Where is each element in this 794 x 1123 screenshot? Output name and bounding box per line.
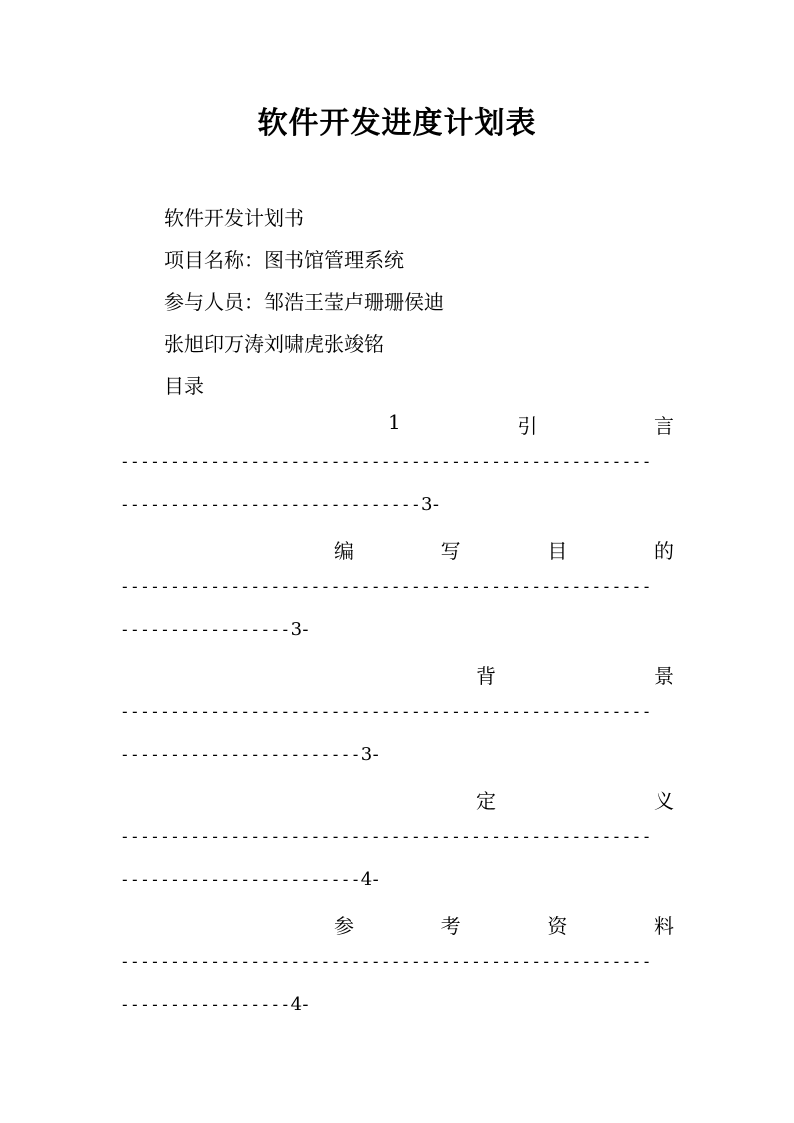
toc-leader-end: ------------------------4- [120,869,380,890]
toc-char: 定 [476,789,496,813]
doc-name: 软件开发计划书 [164,206,304,230]
toc-char: 的 [653,539,674,563]
document-title: 软件开发进度计划表 [257,106,537,141]
toc-char: 引 [517,414,538,438]
toc-char: 编 [334,539,354,563]
toc-char: 1 [388,410,401,434]
toc-leader-end: -----------------3- [120,619,309,640]
toc-char: 言 [653,414,674,438]
toc-leader: ----------------------------------------------------- [120,952,652,971]
toc-page-number: 3- [290,619,309,640]
toc-leader: ----------------------------------------------------- [120,577,652,596]
toc-leader-end: -----------------4- [120,994,309,1015]
toc-entry-title[interactable] [476,660,674,689]
toc-leader: ----------------------------------------------------- [120,452,652,471]
toc-heading: 目录 [164,374,204,398]
toc-page-number: 3- [420,494,440,515]
toc-char: 考 [440,914,461,938]
toc-char: 资 [547,914,568,938]
toc-leader-end: ------------------------------3- [120,494,440,515]
toc-char: 景 [654,664,674,688]
toc-char: 料 [653,914,674,938]
toc-char: 参 [334,914,354,938]
toc-leader: ----------------------------------------------------- [120,827,652,846]
toc-page-number: 3- [360,744,380,765]
toc-char: 义 [654,789,674,813]
members-line-1: 参与人员：邹浩王莹卢珊珊侯迪 [164,290,444,314]
toc-page-number: 4- [360,869,380,890]
toc-page-number: 4- [290,994,309,1015]
toc-char: 目 [547,539,568,563]
project-name: 项目名称：图书馆管理系统 [164,248,404,272]
toc-char: 写 [440,539,461,563]
toc-char: 背 [476,664,496,688]
toc-leader-end: ------------------------3- [120,744,380,765]
toc-entry-title[interactable] [334,910,674,939]
toc-entry-title[interactable] [334,535,674,564]
toc-entry-title[interactable] [476,785,674,814]
members-line-2: 张旭印万涛刘啸虎张竣铭 [164,332,384,356]
toc-entry-title[interactable] [388,410,674,439]
toc-leader: ----------------------------------------------------- [120,702,652,721]
